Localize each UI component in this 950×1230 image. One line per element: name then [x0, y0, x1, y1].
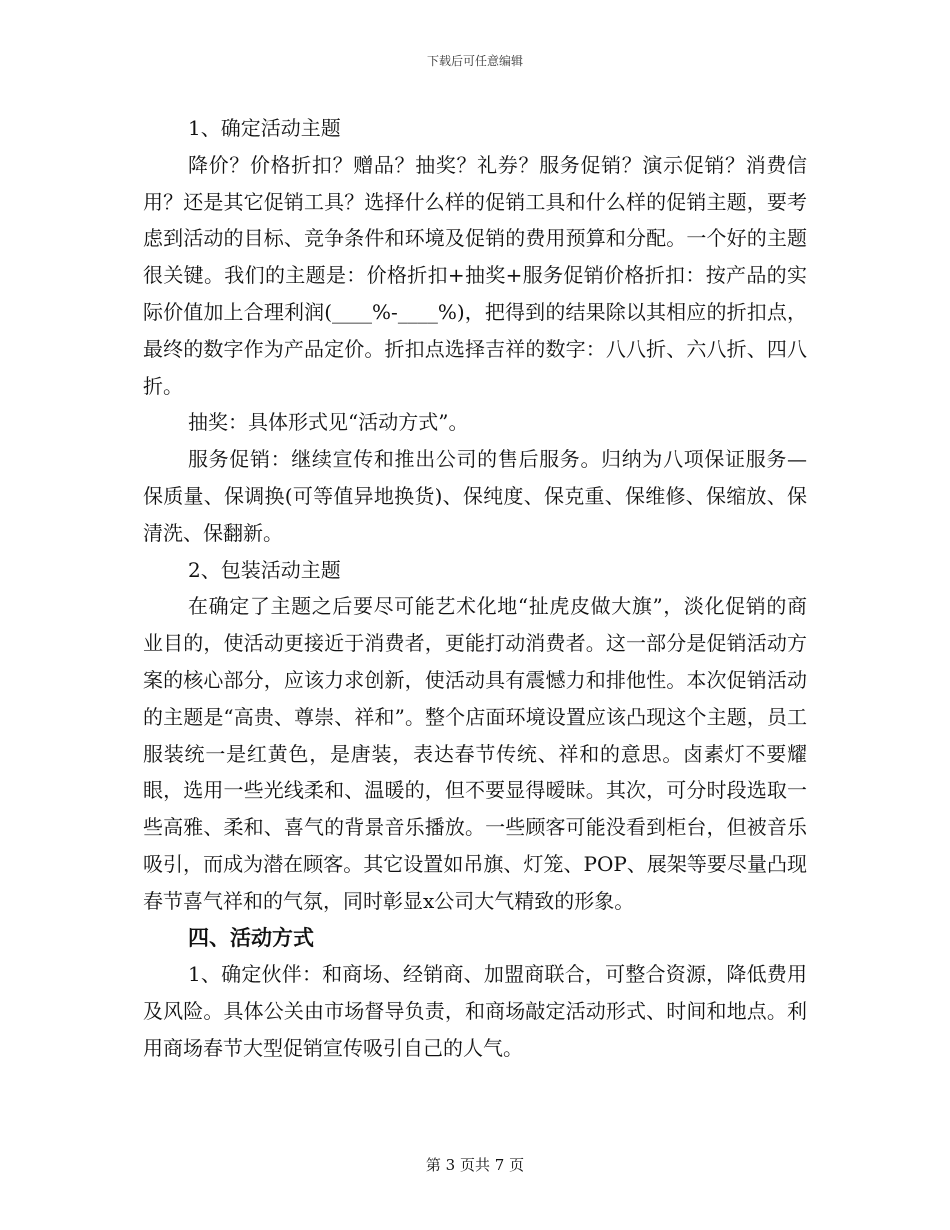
- page-header-note: 下载后可任意编辑: [426, 54, 523, 68]
- subheading-define-theme: 1、确定活动主题: [188, 116, 341, 140]
- document-body: [143, 110, 807, 1067]
- section-heading-activity-mode: 四、活动方式: [188, 924, 314, 950]
- paragraph-service-promotion: 服务促销：继续宣传和推出公司的售后服务。归纳为八项保证服务—保质量、保调换(可等值异地换货)、保纯度、保克重、保维修、保缩放、保清洗、保翻新。: [143, 447, 807, 545]
- paragraph-define-partners: 1、确定伙伴：和商场、经销商、加盟商联合，可整合资源，降低费用及风险。具体公关由市场督导负责，和商场敲定活动形式、时间和地点。利用商场春节大型促销宣传吸引自己的人气。: [143, 962, 807, 1060]
- subheading-package-theme: 2、包装活动主题: [188, 557, 341, 582]
- page-number: 第 3 页共 7 页: [425, 1156, 525, 1174]
- paragraph-promotion-tools: 降价？价格折扣？赠品？抽奖？礼券？服务促销？演示促销？消费信用？还是其它促销工具？选择什么样的促销工具和什么样的促销主题，要考虑到活动的目标、竞争条件和环境及促销的费用预算和分配。一个好的主题很关键。我们的主题是：价格折扣+抽奖+服务促销价格折扣：按产品的实际价值加上合理利润(____%-____%)，把得到的结果除以其相应的折扣点，最终的数字作为产品定价。折扣点选择吉祥的数字：八八折、六八折、四八折。: [143, 152, 807, 398]
- paragraph-package-theme: 在确定了主题之后要尽可能艺术化地“扯虎皮做大旗”，淡化促销的商业目的，使活动更接近于消费者，更能打动消费者。这一部分是促销活动方案的核心部分，应该力求创新，使活动具有震憾力和排他性。本次促销活动的主题是“高贵、尊崇、祥和”。整个店面环境设置应该凸现这个主题，员工服装统一是红黄色，是唐装，表达春节传统、祥和的意思。卤素灯不要耀眼，选用一些光线柔和、温暖的，但不要显得暧昧。其次，可分时段选取一些高雅、柔和、喜气的背景音乐播放。一些顾客可能没看到柜台，但被音乐吸引，而成为潜在顾客。其它设置如吊旗、灯笼、POP、展架等要尽量凸现春节喜气祥和的气氛，同时彰显x公司大气精致的形象。: [143, 594, 807, 913]
- paragraph-lottery: 抽奖：具体形式见“活动方式”。: [188, 410, 469, 435]
